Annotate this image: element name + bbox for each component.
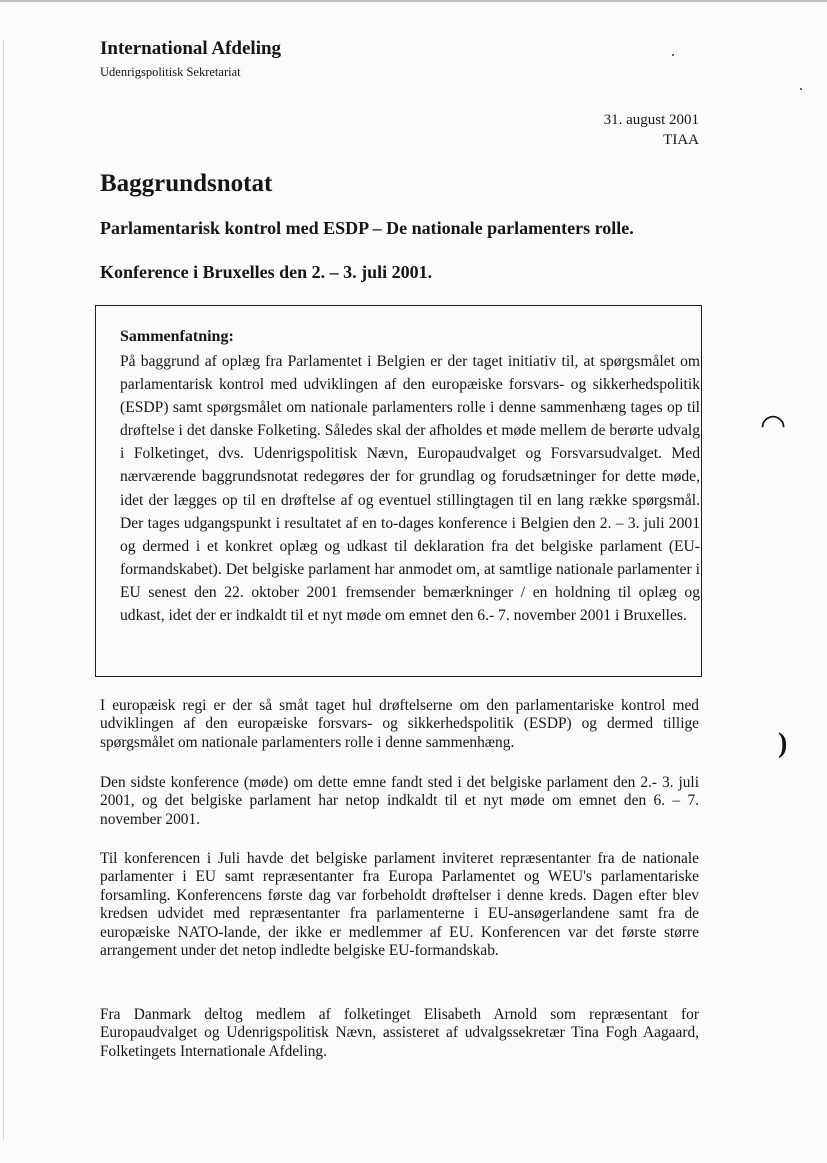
summary-text: På baggrund af oplæg fra Parlamentet i Belgien er der taget initiativ til, at spørgsmålet om parlamentarisk kontrol med udviklingen af den europæiske forsvars- og sikkerhedspolitik (ESDP) samt spørgsmålet om nationale parlamenters rolle i denne sammenhæng tages op til drøftelse i det danske Folketing. Således skal der afholdes et møde mellem de berørte udvalg i Folketinget, dvs. Udenrigspolitisk Nævn, Europaudvalget og Forsvarsudvalget. Med nærværende baggrundsnotat redegøres der for grundlag og forudsætninger for dette møde, idet der lægges op til en drøftelse af og eventuel stillingtagen til en lang række spørgsmål. Der tages udgangspunkt i resultatet af en to-dages konference i Belgien den 2. – 3. juli 2001 og dermed i et konkret oplæg og udkast til deklaration fra det belgiske parlament (EU-formandskabet). Det belgiske parlament har anmodet om, at samtlige nationale parlamenter i EU senest den 22. oktober 2001 fremsender bemærkninger / en holdning til oplæg og udkast, idet der er indkaldt til et nyt møde om emnet den 6.- 7. november 2001 i Bruxelles. [120,353,700,625]
summary-heading: Sammenfatning: [120,328,234,345]
scan-top-edge [0,0,827,2]
date-block [604,110,699,150]
body-paragraph-4: Fra Danmark deltog medlem af folketinget Elisabeth Arnold som repræsentant for Europaudvalget og Udenrigspolitisk Nævn, assisteret af udvalgssekretær Tina Fogh Aagaard, Folketingets Internationale Afdeling. [100,1006,699,1060]
document-ref: TIAA [663,132,699,148]
scan-speck-icon [672,54,674,56]
org-subtitle: Udenrigspolitisk Sekretariat [100,65,241,79]
scan-speck-icon [800,88,802,90]
summary-box [95,305,702,677]
scan-hole-mark-icon: ) [778,728,788,759]
scan-hole-mark-icon: ◠ [760,409,787,442]
scan-left-edge [3,40,4,1140]
document-subtitle-2: Konference i Bruxelles den 2. – 3. juli 2001. [100,262,433,282]
org-name: International Afdeling [100,38,282,59]
document-subtitle-1: Parlamentarisk kontrol med ESDP – De nationale parlamenters rolle. [100,218,634,238]
document-title: Baggrundsnotat [100,170,273,197]
body-paragraph-2: Den sidste konference (møde) om dette emne fandt sted i det belgiske parlament den 2.- 3. juli 2001, og det belgiske parlament har netop indkaldt til et nyt møde om emnet den 6. – 7. november 2001. [100,774,699,828]
document-date: 31. august 2001 [603,112,699,128]
body-paragraph-3: Til konferencen i Juli havde det belgiske parlament inviteret repræsentanter fra de nationale parlamenter i EU samt repræsentanter fra Europa Parlamentet og WEU's parlamentariske forsamling. Konferencens første dag var forbeholdt drøftelser i denne kreds. Dagen efter blev kredsen udvidet med repræsentanter fra parlamenterne i EU-ansøgerlandene samt fra de europæiske NATO-lande, der ikke er medlemmer af EU. Konferencen var det første større arrangement under det netop indledte belgiske EU-formandskab. [100,850,699,960]
body-paragraph-1: I europæisk regi er der så småt taget hul drøftelserne om den parlamentariske kontrol med udviklingen af den europæiske forsvars- og sikkerhedspolitik (ESDP) og dermed tillige spørgsmålet om nationale parlamenters rolle i denne sammenhæng. [100,697,699,751]
